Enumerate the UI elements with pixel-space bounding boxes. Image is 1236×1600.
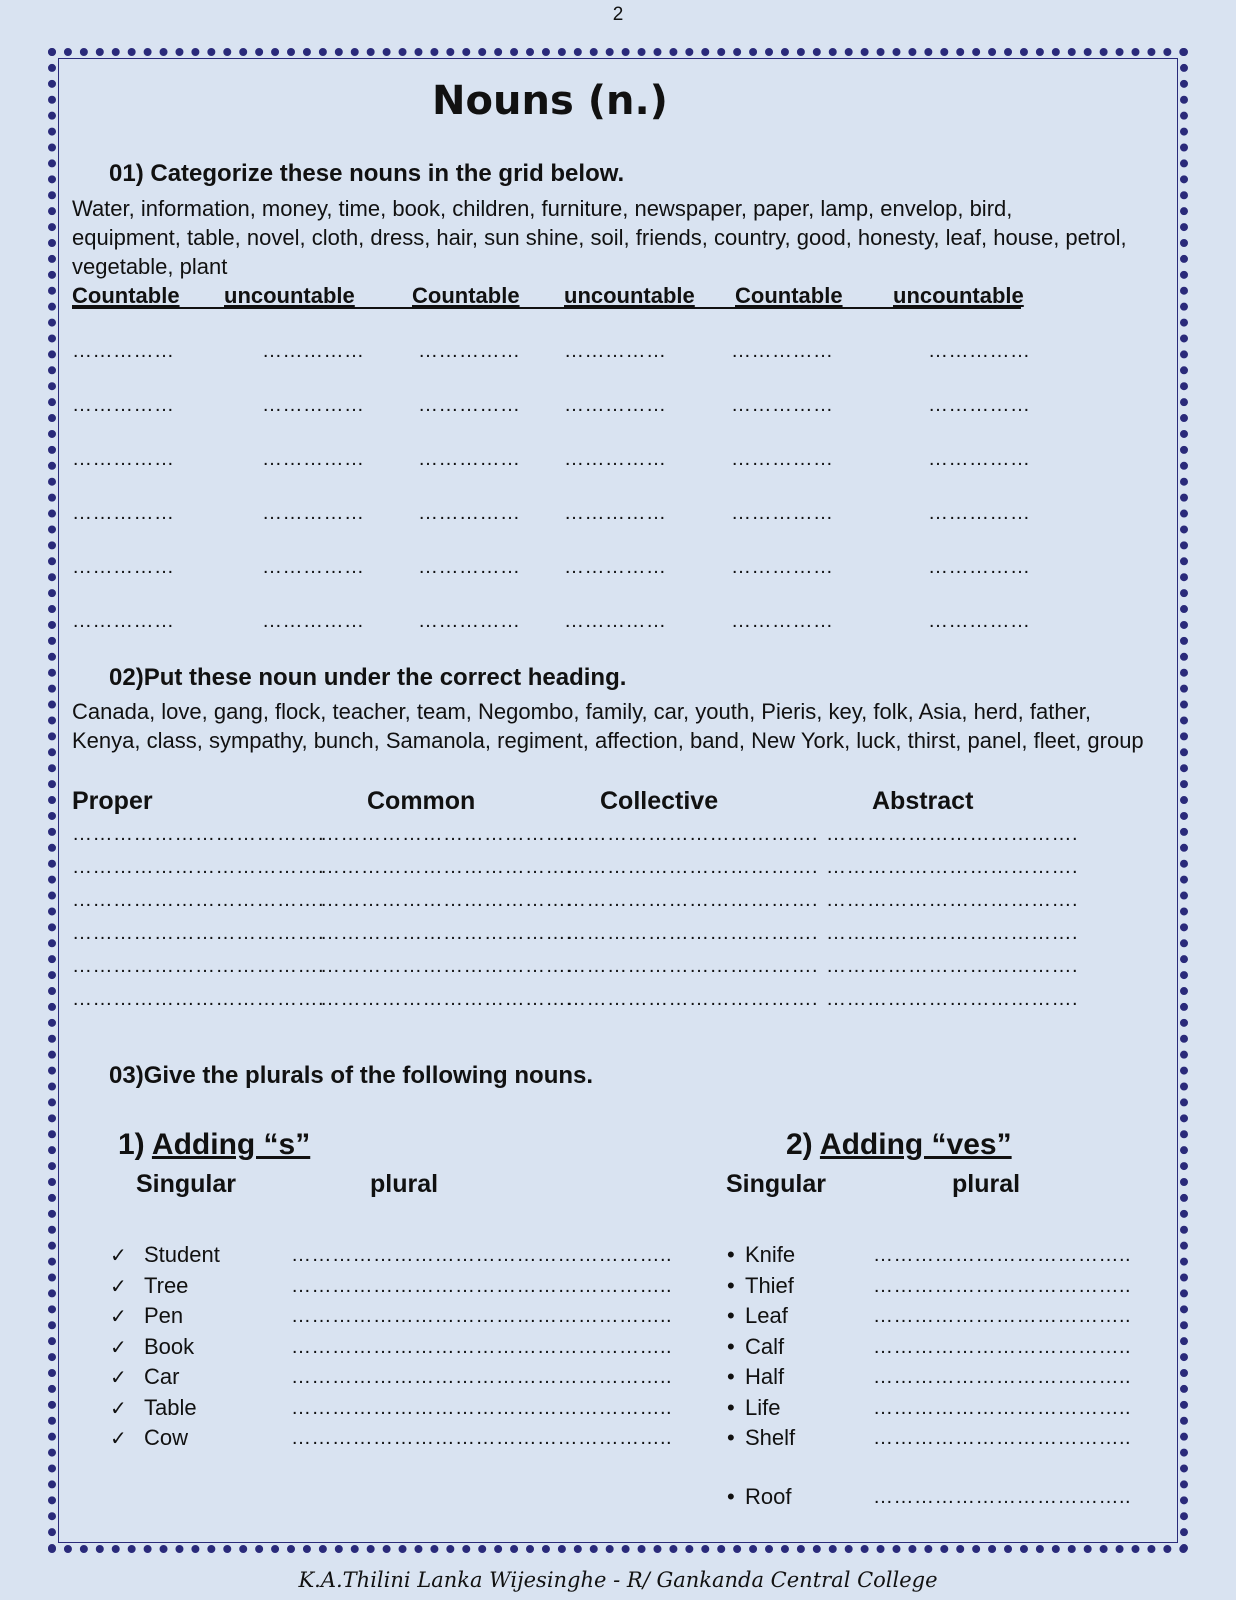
bullet-icon: •: [727, 1242, 735, 1267]
q3-part2-blank: ………………………………..: [873, 1274, 1132, 1297]
q3-part2-word: Leaf: [745, 1303, 788, 1328]
q2-blank: ……………………………….: [566, 955, 819, 977]
bullet-icon: •: [727, 1394, 735, 1420]
q3-part1-blank: ………………………………………………..: [291, 1305, 673, 1327]
q2-blank: ……………………………….: [566, 922, 819, 944]
q2-blank: ……………………………….: [826, 889, 1079, 911]
q3-part2-word: Knife: [745, 1242, 796, 1267]
q3-part1-word: Book: [144, 1333, 195, 1359]
q1-blank: ……………: [928, 340, 1031, 362]
q2-blank: ……………………………….: [826, 856, 1079, 878]
q1-blank: ……………: [72, 448, 175, 470]
q3-part2-word: Calf: [745, 1333, 785, 1359]
q1-blank: ……………: [731, 340, 834, 362]
q3-part2-word: Thief: [745, 1272, 794, 1298]
q1-blank: ……………: [928, 556, 1031, 578]
q3-part1-word: Student: [144, 1242, 220, 1267]
q3-part2-row: [727, 1395, 780, 1421]
q1-blank: ……………: [418, 394, 521, 416]
q1-blank: ……………: [731, 502, 834, 524]
page-number: 2: [612, 4, 624, 25]
q1-blank: ……………: [262, 340, 365, 362]
q2-words-line2: Kenya, class, sympathy, bunch, Samanola, regiment, affection, band, New York, luck, thirst, panel, fleet, group: [72, 728, 1144, 753]
q1-blank: ……………: [928, 502, 1031, 524]
q2-blank: ……………………………….: [566, 823, 819, 845]
q3-part2-number: 2): [786, 1128, 813, 1161]
q2-blank: ……………………………….: [320, 988, 573, 1010]
q2-blank: ……………………………….: [72, 922, 325, 944]
q1-blank: ……………: [928, 394, 1031, 416]
q3-part1-word: Cow: [144, 1425, 189, 1450]
q2-heading-collective: Collective: [600, 787, 719, 815]
q3-part2-blank: ………………………………..: [873, 1366, 1132, 1388]
q1-words-line2: equipment, table, novel, cloth, dress, hair, sun shine, soil, friends, country, good, honesty, leaf, house, petrol,: [72, 225, 1127, 250]
check-icon: ✓: [110, 1275, 127, 1298]
q1-col-uncountable-3: uncountable: [893, 283, 1024, 308]
q3-part2-word: Shelf: [745, 1425, 796, 1450]
q1-blank: ……………: [731, 394, 834, 416]
q2-blank: ……………………………….: [320, 922, 573, 944]
q1-col-uncountable-1: uncountable: [224, 283, 355, 308]
q1-blank: ……………: [262, 502, 365, 524]
q3-part2-blank: ………………………………..: [873, 1486, 1132, 1508]
q3-part2-title: [786, 1128, 1012, 1162]
q3-part1-row: [110, 1364, 179, 1390]
bullet-icon: •: [727, 1333, 735, 1359]
q3-part2-singular-label: Singular: [726, 1170, 827, 1198]
bullet-icon: •: [727, 1364, 735, 1389]
q3-part2-row: [727, 1364, 784, 1390]
q1-blank: ……………: [418, 610, 521, 632]
q3-part2-word: Roof: [745, 1484, 792, 1509]
q1-col-countable-2: Countable: [412, 283, 520, 308]
q3-part1-title: [118, 1128, 310, 1162]
worksheet-title: Nouns (n.): [432, 78, 668, 124]
q1-heading: 01) Categorize these nouns in the grid below.: [109, 160, 625, 187]
q1-blank: ……………: [564, 340, 667, 362]
q3-part2-row: [727, 1425, 795, 1451]
q2-blank: ……………………………….: [826, 922, 1079, 944]
q3-part2-label: Adding “ves”: [819, 1128, 1012, 1161]
q1-blank: ……………: [262, 448, 365, 470]
q1-blank: ……………: [928, 448, 1031, 470]
q2-blank: ……………………………….: [826, 988, 1079, 1010]
q3-part2-blank: ………………………………..: [873, 1396, 1132, 1419]
q2-blank: ……………………………….: [320, 955, 573, 977]
q1-col-uncountable-2: uncountable: [564, 283, 695, 308]
q3-part2-word: Life: [745, 1394, 781, 1420]
q1-col-countable-3: Countable: [735, 283, 843, 308]
check-icon: ✓: [110, 1245, 127, 1267]
q1-blank: ……………: [72, 556, 175, 578]
q2-blank: ……………………………….: [320, 823, 573, 845]
q1-blank: ……………: [564, 502, 667, 524]
q2-blank: ……………………………….: [72, 988, 325, 1010]
q1-blank: ……………: [72, 502, 175, 524]
q2-blank: ……………………………….: [320, 856, 573, 878]
q3-part1-singular-label: Singular: [136, 1170, 237, 1198]
check-icon: ✓: [110, 1428, 127, 1450]
bullet-icon: •: [727, 1484, 735, 1509]
q2-heading: 02)Put these noun under the correct heading.: [109, 664, 627, 691]
q3-part2-plural-label: plural: [952, 1170, 1021, 1198]
check-icon: ✓: [110, 1397, 127, 1420]
q2-blank: ……………………………….: [72, 856, 325, 878]
q1-blank: ……………: [564, 610, 667, 632]
q2-heading-common: Common: [367, 787, 476, 815]
q1-blank: ……………: [262, 394, 365, 416]
q1-blank: ……………: [564, 394, 667, 416]
q2-blank: ……………………………….: [566, 988, 819, 1010]
q3-part2-row: [727, 1242, 795, 1268]
q1-blank: ……………: [418, 502, 521, 524]
bullet-icon: •: [727, 1272, 735, 1298]
q3-part1-blank: ………………………………………………..: [291, 1427, 673, 1449]
q1-blank: ……………: [72, 610, 175, 632]
q1-words-line1: Water, information, money, time, book, children, furniture, newspaper, paper, lamp, envelop, bird,: [72, 196, 1013, 221]
q2-words-line1: Canada, love, gang, flock, teacher, team, Negombo, family, car, youth, Pieris, key, folk, Asia, herd, father,: [72, 699, 1092, 724]
q3-part1-row: [110, 1425, 188, 1451]
q1-blank: ……………: [418, 340, 521, 362]
q3-part2-blank: ………………………………..: [873, 1305, 1132, 1327]
bullet-icon: •: [727, 1303, 735, 1328]
q3-part1-blank: ………………………………………………..: [291, 1366, 673, 1388]
check-icon: ✓: [110, 1367, 127, 1389]
q3-part2-blank: ………………………………..: [873, 1427, 1132, 1449]
q3-part1-number: 1): [118, 1128, 145, 1161]
check-icon: ✓: [110, 1336, 127, 1359]
q3-part1-label: Adding “s”: [151, 1128, 311, 1161]
check-icon: ✓: [110, 1306, 127, 1328]
q2-blank: ……………………………….: [320, 889, 573, 911]
q1-blank: ……………: [418, 448, 521, 470]
q3-part1-word: Table: [144, 1394, 197, 1420]
q1-blank: ……………: [564, 448, 667, 470]
q3-part2-blank: ………………………………..: [873, 1335, 1132, 1358]
q3-part1-plural-label: plural: [370, 1170, 439, 1198]
q3-part1-row: [110, 1242, 220, 1268]
q2-heading-proper: Proper: [72, 787, 153, 815]
q3-part2-row: [727, 1334, 784, 1360]
q2-blank: ……………………………….: [826, 955, 1079, 977]
q1-blank: ……………: [731, 556, 834, 578]
q2-blank: ……………………………….: [72, 955, 325, 977]
q1-blank: ……………: [418, 556, 521, 578]
q3-part1-word: Tree: [144, 1272, 189, 1298]
q3-part1-blank: ………………………………………………..: [291, 1274, 673, 1297]
q1-col-countable-1: Countable: [72, 283, 180, 308]
q3-part2-blank: ………………………………..: [873, 1244, 1132, 1266]
q1-blank: ……………: [564, 556, 667, 578]
q3-part2-row: [727, 1303, 788, 1329]
q3-part1-blank: ………………………………………………..: [291, 1335, 673, 1358]
q3-part1-blank: ………………………………………………..: [291, 1244, 673, 1266]
q1-blank: ……………: [928, 610, 1031, 632]
q3-heading: 03)Give the plurals of the following nouns.: [109, 1062, 594, 1089]
q2-blank: ……………………………….: [566, 889, 819, 911]
q1-blank: ……………: [731, 610, 834, 632]
q3-part1-row: [110, 1273, 188, 1299]
q3-part1-word: Car: [144, 1364, 180, 1389]
q1-blank: ……………: [262, 556, 365, 578]
q3-part2-row: [727, 1484, 791, 1510]
bullet-icon: •: [727, 1425, 735, 1450]
q3-part2-word: Half: [745, 1364, 785, 1389]
q1-blank: ……………: [262, 610, 365, 632]
q2-heading-abstract: Abstract: [872, 787, 974, 815]
q1-blank: ……………: [72, 394, 175, 416]
q2-blank: ……………………………….: [72, 889, 325, 911]
q2-blank: ……………………………….: [826, 823, 1079, 845]
q3-part1-blank: ………………………………………………..: [291, 1396, 673, 1419]
footer-credit: K.A.Thilini Lanka Wijesinghe - R/ Gankanda Central College: [298, 1568, 938, 1592]
q3-part1-row: [110, 1334, 194, 1360]
q2-blank: ……………………………….: [72, 823, 325, 845]
q1-blank: ……………: [72, 340, 175, 362]
q3-part2-row: [727, 1273, 794, 1299]
q3-part1-row: [110, 1395, 197, 1421]
q3-part1-row: [110, 1303, 183, 1329]
q2-blank: ……………………………….: [566, 856, 819, 878]
q3-part1-word: Pen: [144, 1303, 184, 1328]
q1-words-line3: vegetable, plant: [72, 254, 228, 279]
q1-blank: ……………: [731, 448, 834, 470]
q1-header-underline: [72, 307, 1021, 309]
